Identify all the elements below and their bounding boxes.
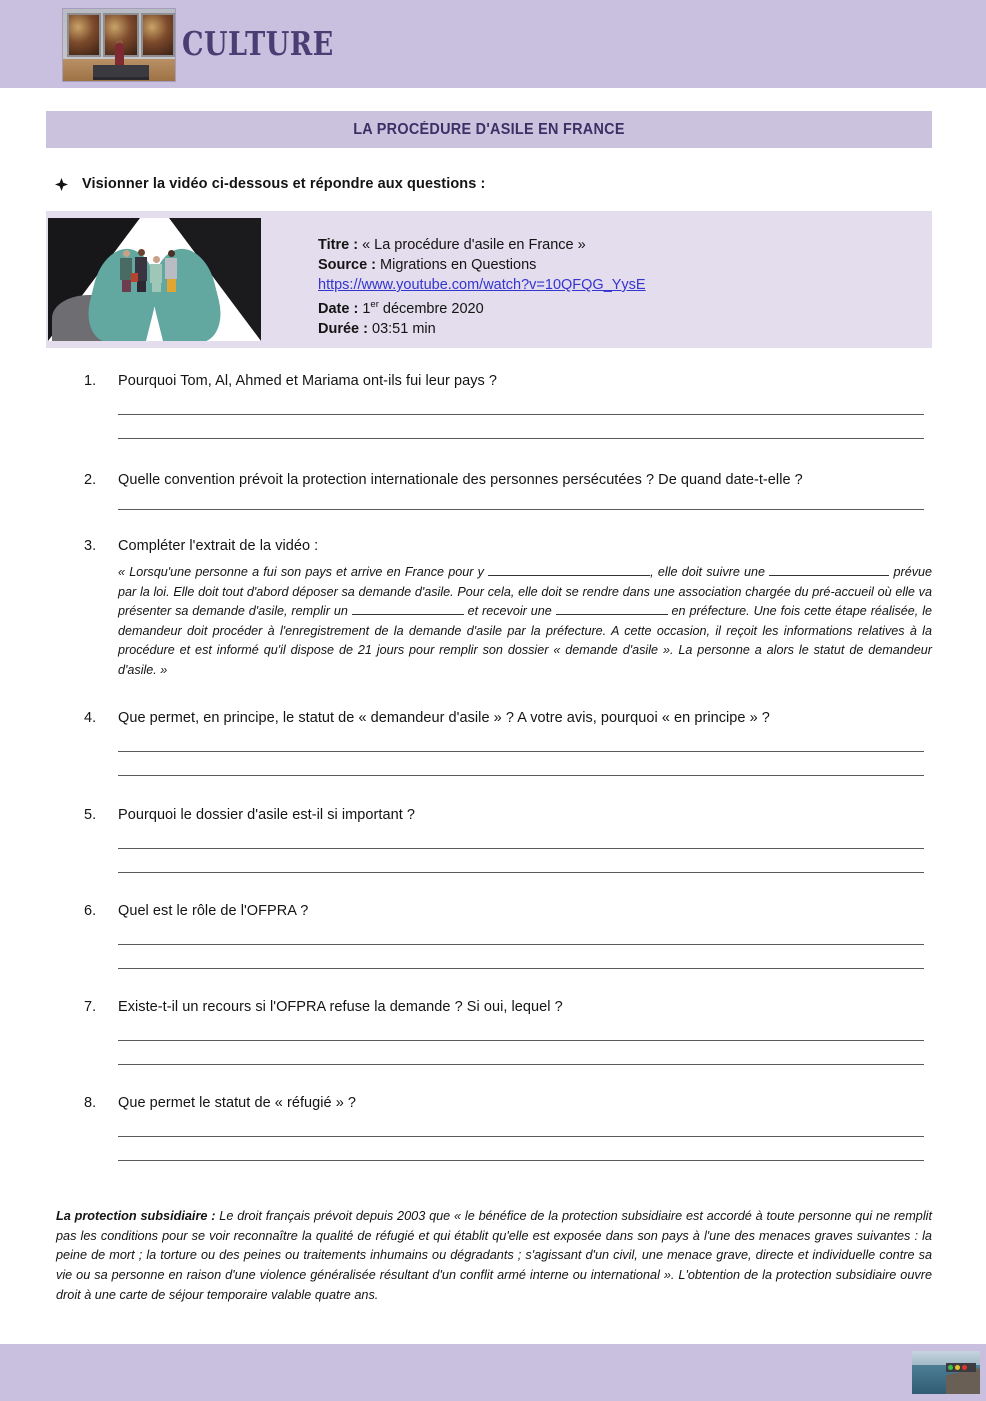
video-source-value: Migrations en Questions: [380, 257, 537, 273]
question-number: 7.: [84, 999, 97, 1015]
answer-line[interactable]: [118, 509, 924, 510]
painting-right: [141, 13, 175, 57]
question-5: [84, 807, 934, 823]
museum-gallery-photo: [62, 8, 176, 82]
person-figure: [165, 250, 177, 292]
video-thumbnail[interactable]: [48, 218, 261, 341]
question-number: 1.: [84, 373, 97, 389]
video-duration-row: [318, 319, 646, 339]
extract-paragraph: [118, 563, 932, 681]
video-duration-value: 03:51 min: [372, 320, 436, 337]
answer-line[interactable]: [118, 775, 924, 776]
question-number: 6.: [84, 903, 97, 919]
video-title-value: « La procédure d'asile en France »: [362, 237, 586, 253]
extract-part-4: et recevoir une: [463, 604, 556, 619]
signal-lights-icon: [946, 1363, 976, 1372]
question-8: [84, 1095, 934, 1111]
question-number: 2.: [84, 472, 97, 488]
answer-line[interactable]: [118, 872, 924, 873]
gallery-bench: [93, 65, 149, 80]
question-6: [84, 903, 934, 919]
question-text: Que permet le statut de « réfugié » ?: [118, 1095, 357, 1111]
answer-line[interactable]: [118, 438, 924, 439]
question-3: [84, 538, 934, 554]
diamond-bullet-icon: [55, 178, 68, 191]
footnote-protection-subsidiaire: [56, 1207, 932, 1306]
video-date-number: 1: [362, 300, 371, 317]
question-number: 4.: [84, 710, 97, 726]
question-text: Pourquoi le dossier d'asile est-il si important ?: [118, 807, 415, 823]
people-group-icon: [120, 242, 190, 292]
extract-blank-1[interactable]: [488, 575, 650, 576]
footnote-lead: La protection subsidiaire :: [56, 1209, 216, 1223]
video-date-label: Date :: [318, 300, 359, 317]
video-info-box: [46, 211, 932, 348]
question-7: [84, 999, 934, 1015]
person-figure: [150, 256, 162, 292]
video-url-link[interactable]: https://www.youtube.com/watch?v=10QFQG_YysE: [318, 277, 646, 293]
instruction-text: Visionner la vidéo ci-dessous et répondre aux questions :: [82, 176, 486, 192]
video-title-row: [318, 235, 646, 255]
answer-line[interactable]: [118, 1160, 924, 1161]
question-2: [84, 472, 934, 488]
footer-band: [0, 1344, 986, 1401]
suitcase-icon: [131, 273, 138, 282]
footnote-body: Le droit français prévoit depuis 2003 que « le bénéfice de la protection subsidiaire est accordé à toute personne qui ne remplit pas les conditions pour se voir reconnaître la qualité de réfugié et qui établit qu'elle est exposée dans son pays à l'une des menaces graves suivantes : la peine de mort ; la torture ou des peines ou traitements inhumains ou dégradants ; s'agissant d'un civil, une menace grave, directe et individuelle contre sa vie ou sa personne en raison d'une violence généralisée résultant d'un conflit armé interne ou international ». L'obtention de la protection subsidiaire ouvre droit à une carte de séjour temporaire valable quatre ans.: [56, 1209, 932, 1302]
video-metadata: [318, 235, 646, 339]
question-1: [84, 373, 934, 389]
video-source-row: [318, 255, 646, 275]
answer-line[interactable]: [118, 414, 924, 415]
extract-part-2: , elle doit suivre une: [650, 565, 770, 579]
answer-line[interactable]: [118, 968, 924, 969]
extract-blank-4[interactable]: [556, 614, 668, 615]
question-4: [84, 710, 934, 726]
answer-line[interactable]: [118, 1040, 924, 1041]
question-text: Compléter l'extrait de la vidéo :: [118, 538, 319, 554]
section-title-text: LA PROCÉDURE D'ASILE EN FRANCE: [353, 120, 625, 138]
page-title-culture: CULTURE: [182, 24, 334, 63]
person-figure: [120, 250, 132, 292]
video-date-rest: décembre 2020: [378, 300, 484, 317]
extract-blank-2[interactable]: [769, 575, 889, 576]
extract-blank-3[interactable]: [352, 614, 464, 615]
instruction-row: [55, 176, 485, 192]
question-text: Pourquoi Tom, Al, Ahmed et Mariama ont-ils fui leur pays ?: [118, 373, 498, 389]
question-text: Existe-t-il un recours si l'OFPRA refuse la demande ? Si oui, lequel ?: [118, 999, 563, 1015]
header-band: [0, 0, 986, 88]
extract-part-3: prévue par la loi. Elle doit tout d'abord déposer sa demande d'asile. Pour cela, elle doit se rendre dans une association chargée du pré-accueil où elle va présenter sa demande d'asile, remplir un: [118, 565, 933, 619]
answer-line[interactable]: [118, 1136, 924, 1137]
answer-line[interactable]: [118, 944, 924, 945]
question-text: Quelle convention prévoit la protection internationale des personnes persécutées ? De quand date-t-elle ?: [118, 472, 803, 488]
extract-part-5: en préfecture. Une fois cette étape réalisée, le demandeur doit procéder à l'enregistrement de la demande d'asile par la préfecture. A cette occasion, il reçoit les informations relatives à la procédure et est informé qu'il dispose de 21 jours pour remplir son dossier « demande d'asile ». La personne a alors le statut de demandeur d'asile. »: [118, 604, 933, 677]
harbor-signal-photo: [912, 1351, 980, 1394]
question-number: 8.: [84, 1095, 97, 1111]
extract-part-1: « Lorsqu'une personne a fui son pays et arrive en France pour y: [118, 565, 489, 579]
answer-line[interactable]: [118, 848, 924, 849]
question-number: 3.: [84, 538, 97, 554]
painting-left: [67, 13, 101, 57]
video-date-ordinal: er: [370, 299, 379, 310]
person-figure: [135, 249, 147, 292]
answer-line[interactable]: [118, 1064, 924, 1065]
question-text: Quel est le rôle de l'OFPRA ?: [118, 903, 309, 919]
section-title-banner: [46, 111, 932, 148]
answer-line[interactable]: [118, 751, 924, 752]
video-duration-label: Durée :: [318, 320, 368, 337]
question-text: Que permet, en principe, le statut de « demandeur d'asile » ? A votre avis, pourquoi « en principe » ?: [118, 710, 770, 726]
question-number: 5.: [84, 807, 97, 823]
video-title-label: Titre :: [318, 237, 359, 253]
video-url-row: [318, 275, 646, 295]
video-date-row: [318, 295, 646, 319]
video-source-label: Source :: [318, 257, 377, 273]
